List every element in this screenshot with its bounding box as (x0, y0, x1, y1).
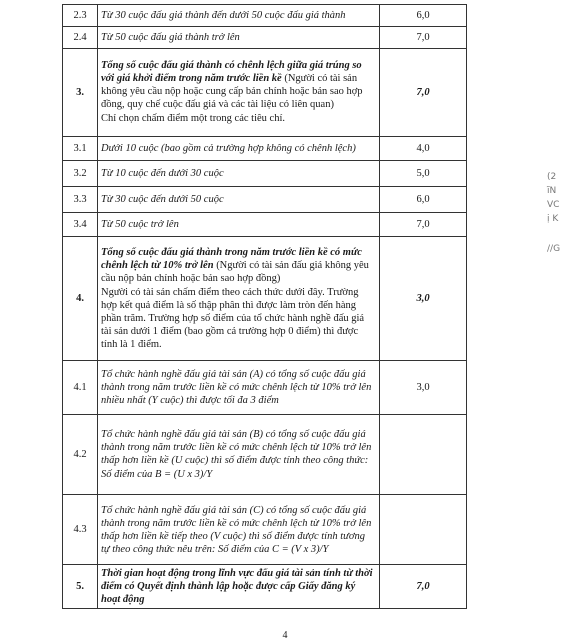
criterion-cell (98, 415, 380, 495)
criterion-extra: Chỉ chọn chấm điểm một trong các tiêu chí. (101, 113, 285, 124)
criterion-text: Tổ chức hành nghề đấu giá tài sản (C) có tổng số cuộc đấu giá thành trong năm trước liền kề có mức chênh lệch từ 10% trở lên thấp hơn liền kề tiếp theo (V cuộc) thì số điểm được tính tương tự theo công thức nêu trên: Số điểm của C = (V x 3)/Y (98, 495, 380, 565)
criterion-extra: Người có tài sản chấm điểm theo cách thức dưới đây. Trường hợp kết quả điểm là số thập phân thì được làm tròn đến hàng phần trăm. Trường hợp số điểm của tổ chức hành nghề đấu giá tài sản dưới 1 điểm (bao gồm cả trường hợp 0 điểm) thì được tính là 1 điểm. (101, 286, 365, 350)
criterion-formula: Số điểm của B = (U x 3)/Y (101, 468, 213, 480)
row-number: 4.2 (63, 415, 98, 495)
margin-mark: VC (547, 200, 560, 210)
score-cell: 7,0 (380, 49, 467, 137)
row-number: 4. (63, 237, 98, 361)
score-cell: 7,0 (380, 27, 467, 49)
score-cell: 6,0 (380, 5, 467, 27)
criterion-note: (Người có tài sản không yêu cầu nộp hoặc cung cấp bản chính hoặc bản sao hợp đồng, quy chế cuộc đấu giá và các tài liệu có liên quan) (101, 73, 363, 110)
score-cell: 7,0 (380, 213, 467, 237)
score-cell: 3,0 (380, 361, 467, 415)
row-number: 3.3 (63, 187, 98, 213)
row-number: 3.4 (63, 213, 98, 237)
margin-mark: (2 (547, 172, 557, 182)
score-cell: 3,0 (380, 237, 467, 361)
margin-mark: ĩN (547, 186, 557, 196)
table-row (63, 213, 467, 237)
table-row (63, 137, 467, 161)
criterion-cell (98, 237, 380, 361)
table-row (63, 415, 467, 495)
margin-mark: ị K (547, 214, 559, 224)
row-number: 2.3 (63, 5, 98, 27)
criterion-text: Tổ chức hành nghề đấu giá tài sản (A) có tổng số cuộc đấu giá thành trong năm trước liền kề có mức chênh lệch từ 10% trở lên nhiều nhất (Y cuộc) thì được tối đa 3 điểm (98, 361, 380, 415)
criterion-text: Dưới 10 cuộc (bao gồm cả trường hợp không có chênh lệch) (98, 137, 380, 161)
criterion-text: Tổ chức hành nghề đấu giá tài sản (B) có tổng số cuộc đấu giá thành trong năm trước liền kề có mức chênh lệch từ 10% trở lên thấp hơn liền kề (U cuộc) thì số điểm được tính theo công thức: (101, 428, 372, 466)
criterion-title: Tổng số cuộc đấu giá thành trong năm trước liền kề có mức chênh lệch từ 10% trở lên (101, 246, 362, 271)
criterion-note: (Người có tài sản đấu giá không yêu cầu nộp bản chính hoặc bản sao hợp đồng) (101, 259, 369, 284)
margin-marks (547, 170, 560, 256)
criterion-cell (98, 49, 380, 137)
score-cell: 7,0 (380, 565, 467, 609)
criterion-title: Tổng số cuộc đấu giá thành có chênh lệch giữa giá trúng so với giá khởi điểm trong năm trước liền kề (101, 60, 362, 84)
table-row (63, 5, 467, 27)
criterion-text: Từ 30 cuộc đến dưới 50 cuộc (98, 187, 380, 213)
table-row (63, 187, 467, 213)
row-number: 2.4 (63, 27, 98, 49)
criterion-text: Từ 50 cuộc đấu giá thành trở lên (98, 27, 380, 49)
table-row (63, 161, 467, 187)
margin-mark: //G (547, 244, 561, 254)
table-row (63, 565, 467, 609)
criterion-title: Thời gian hoạt động trong lĩnh vực đấu giá tài sản tính từ thời điểm có Quyết định thành lập hoặc được cấp Giấy đăng ký hoạt động (98, 565, 380, 609)
score-cell (380, 415, 467, 495)
criterion-text: Từ 50 cuộc trở lên (98, 213, 380, 237)
row-number: 3.2 (63, 161, 98, 187)
document-page (62, 4, 467, 609)
table-row (63, 49, 467, 137)
row-number: 5. (63, 565, 98, 609)
criteria-table (62, 4, 467, 609)
criterion-text: Từ 30 cuộc đấu giá thành đến dưới 50 cuộc đấu giá thành (98, 5, 380, 27)
table-row (63, 237, 467, 361)
page-number: 4 (282, 630, 288, 641)
row-number: 4.1 (63, 361, 98, 415)
score-cell: 6,0 (380, 187, 467, 213)
table-row (63, 361, 467, 415)
score-cell (380, 495, 467, 565)
score-cell: 5,0 (380, 161, 467, 187)
row-number: 4.3 (63, 495, 98, 565)
table-row (63, 27, 467, 49)
score-cell: 4,0 (380, 137, 467, 161)
table-row (63, 495, 467, 565)
criterion-text: Từ 10 cuộc đến dưới 30 cuộc (98, 161, 380, 187)
row-number: 3.1 (63, 137, 98, 161)
row-number: 3. (63, 49, 98, 137)
